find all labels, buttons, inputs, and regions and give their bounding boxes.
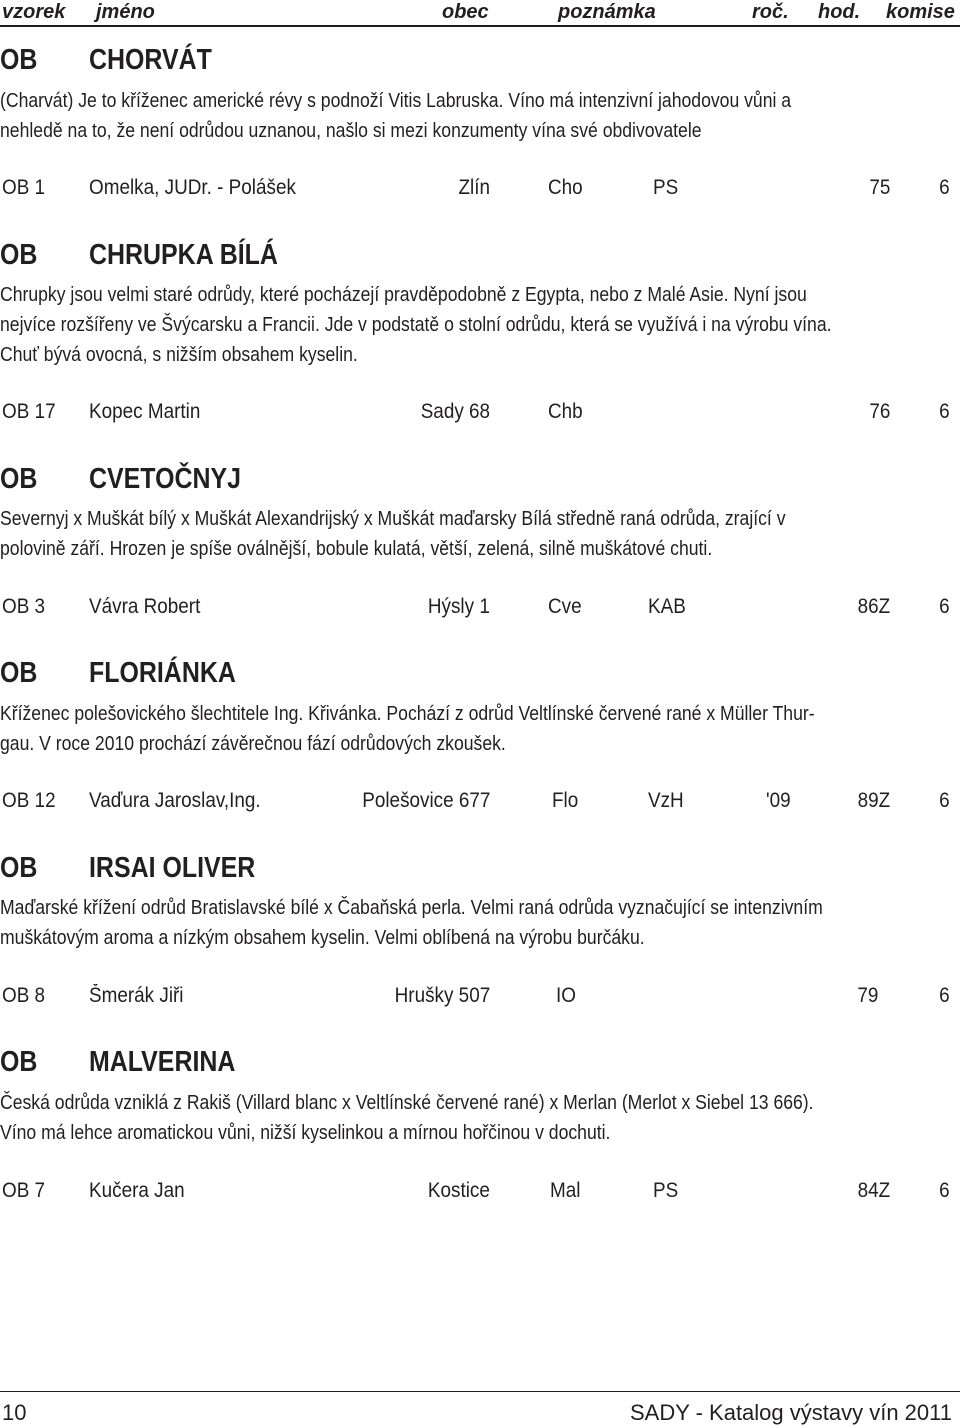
description-line: Kříženec polešovického šlechtitele Ing. Křivánka. Pochází z odrůd Veltlínské červené rané x Müller Thur- [0,703,815,725]
entry-row [0,1176,960,1206]
entry-note: KAB [648,595,686,618]
section-code: OB [0,239,38,271]
entry-name: Vávra Robert [89,595,201,618]
section-description [0,280,955,370]
section-title: IRSAI OLIVER [89,852,256,884]
entry-sample: OB 17 [2,400,56,423]
description-line: Chrupky jsou velmi staré odrůdy, které pocházejí pravděpodobně z Egypta, nebo z Malé Asie. Nyní jsou [0,284,807,306]
entry-row [0,786,960,816]
entry-variety: Flo [552,789,579,812]
section-title: CHRUPKA BÍLÁ [89,239,278,271]
description-line: polovině září. Hrozen je spíše oválnější, bobule kulatá, větší, zelená, silně muškátové chuti. [0,538,713,560]
section-code: OB [0,1046,38,1078]
description-line: nehledě na to, že není odrůdou uznanou, našlo si mezi konzumenty vína své obdivovatele [0,120,702,142]
description-line: nejvíce rozšířeny ve Švýcarsku a Francii. Jde v podstatě o stolní odrůdu, která se využívá i na výrobu vína. [0,314,832,336]
header-name: jméno [96,1,155,23]
section-code: OB [0,44,38,76]
entry-name: Kopec Martin [89,400,201,423]
header-note: poznámka [558,1,656,23]
header-rule [0,25,960,27]
entry-town: Hrušky 507 [394,984,490,1007]
entry-row [0,981,960,1011]
section-code: OB [0,463,38,495]
description-line: Severnyj x Muškát bílý x Muškát Alexandrijský x Muškát maďarsky Bílá středně raná odrůda, zrající v [0,508,786,530]
entry-sample: OB 12 [2,789,56,812]
section-description [0,86,955,146]
entry-row [0,592,960,622]
entry-commission: 6 [939,789,950,812]
entry-town: Zlín [458,176,490,199]
section-description [0,893,955,953]
entry-commission: 6 [939,400,950,423]
entry-town: Polešovice 677 [361,789,490,812]
page-number: 10 [2,1400,27,1425]
entry-note: VzH [648,789,684,812]
description-line: Česká odrůda vzniklá z Rakiš (Villard blanc x Veltlínské červené rané) x Merlan (Merlot x Siebel 13 666). [0,1092,814,1114]
entry-sample: OB 8 [2,984,46,1007]
entry-sample: OB 1 [2,176,46,199]
entry-name: Šmerák Jiři [89,984,184,1007]
header-year: roč. [752,1,789,23]
section-description [0,699,955,759]
description-line: Maďarské křížení odrůd Bratislavské bílé x Čabaňská perla. Velmi raná odrůda vyznačující se intenzivním [0,897,823,919]
description-line: muškátovým aroma a nízkým obsahem kyselin. Velmi oblíbená na výrobu burčáku. [0,927,645,949]
section-code: OB [0,852,38,884]
section-title: FLORIÁNKA [89,657,236,689]
description-line: (Charvát) Je to kříženec americké révy s podnoží Vitis Labruska. Víno má intenzivní jahodovou vůni a [0,90,792,112]
footer-rule [0,1391,960,1392]
footer-title: SADY - Katalog výstavy vín 2011 [629,1400,952,1425]
entry-note: PS [653,1179,679,1202]
section-title: CHORVÁT [89,44,212,76]
section-description [0,504,955,564]
header-sample: vzorek [2,1,66,23]
section-code: OB [0,657,38,689]
entry-year: '09 [766,789,791,812]
description-line: Chuť bývá ovocná, s nižším obsahem kyselin. [0,344,358,366]
entry-variety: Cho [548,176,583,199]
entry-score: 79 [856,984,878,1007]
entry-commission: 6 [939,984,950,1007]
entry-score: 86Z [857,595,890,618]
entry-sample: OB 7 [2,1179,46,1202]
entry-town: Sady 68 [420,400,490,423]
entry-variety: Chb [548,400,583,423]
entry-row [0,397,960,427]
entry-name: Vaďura Jaroslav,Ing. [89,789,261,812]
entry-score: 76 [868,400,890,423]
entry-town: Hýsly 1 [428,595,490,618]
entry-variety: Mal [550,1179,581,1202]
entry-name: Omelka, JUDr. - Polášek [89,176,296,199]
entry-score: 89Z [857,789,890,812]
entry-commission: 6 [939,176,950,199]
section-title: CVETOČNYJ [89,463,241,495]
entry-variety: IO [556,984,576,1007]
entry-commission: 6 [939,595,950,618]
header-town: obec [442,1,489,23]
entry-variety: Cve [548,595,582,618]
entry-score: 75 [868,176,890,199]
header-commission: komise [886,1,955,23]
entry-score: 84Z [857,1179,890,1202]
description-line: gau. V roce 2010 prochází závěrečnou fází odrůdových zkoušek. [0,733,506,755]
entry-sample: OB 3 [2,595,46,618]
entry-town: Kostice [428,1179,490,1202]
header-score: hod. [818,1,861,23]
entry-row [0,173,960,203]
entry-commission: 6 [939,1179,950,1202]
entry-note: PS [653,176,679,199]
description-line: Víno má lehce aromatickou vůni, nižší kyselinkou a mírnou hořčinou v dochuti. [0,1122,611,1144]
entry-name: Kučera Jan [89,1179,185,1202]
section-title: MALVERINA [89,1046,236,1078]
section-description [0,1088,955,1148]
